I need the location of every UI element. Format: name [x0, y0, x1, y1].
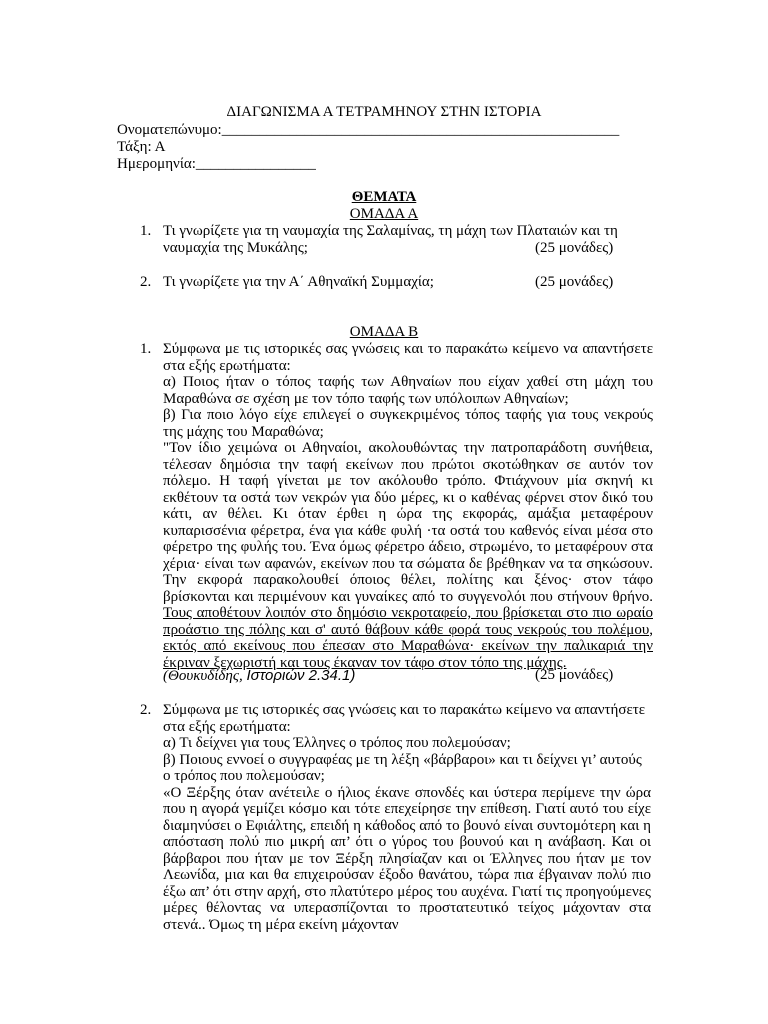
question-block: [163, 702, 651, 952]
question-block: [163, 341, 653, 671]
points-label: (25 μονάδες): [535, 240, 614, 256]
question-text: Τι γνωρίζετε για τη ναυμαχία της Σαλαμίνας, τη μάχη των Πλαταιών και τη: [163, 223, 618, 239]
subquestion-a: α) Ποιος ήταν ο τόπος ταφής των Αθηναίων που είχαν χαθεί στη μάχη του Μαραθώνα σε σχέση με τον τόπο ταφής των υπόλοιπων Αθηναίων;: [163, 374, 653, 407]
name-field: Ονοματεπώνυμο:_____________________________________________________: [117, 122, 620, 138]
source-quote: «Ο Ξέρξης όταν ανέτειλε ο ήλιος έκανε σπονδές και ύστερα περίμενε την ώρα που η αγορά γεμίζει κόσμο και τότε επεχείρησε την επίθεση. Γιατί αυτό του είχε διαμηνύσει ο Εφιάλτης, επειδή η κάθοδος από το βουνό είναι συντομότερη και η απόσταση πολύ πιο μικρή απ’ ότι ο γύρος του βουνού και η ανάβαση. Και οι βάρβαροι που ήταν με τον Ξέρξη πλησίαζαν και οι Έλληνες που ήταν με τον Λεωνίδα, μια και θα επιχειρούσαν έξοδο θανάτου, τώρα πια έβγαιναν πολύ πιο έξω απ’ ότι στην αρχή, στο πλατύτερο μέρος του αυχένα. Γιατί τις προηγούμενες μέρες θέλοντας να υπερασπίζονται το προστατευτικό τείχος μάχονταν στα στενά.. Όμως τη μέρα εκείνη μάχονταν: [163, 784, 651, 933]
group-b-heading: ΟΜΑΔΑ Β: [349, 324, 419, 340]
topics-heading: ΘΕΜΑΤΑ: [351, 189, 417, 205]
question-text: Τι γνωρίζετε για την Α΄ Αθηναϊκή Συμμαχία;: [163, 274, 434, 290]
question-intro: Σύμφωνα με τις ιστορικές σας γνώσεις και το παρακάτω κείμενο να απαντήσετε στα εξής ερωτήματα:: [163, 341, 653, 374]
quote-underlined-text: Τους αποθέτουν λοιπόν στο δημόσιο νεκροταφείο, που βρίσκεται στο πιο ωραίο προάστιο της πόλης και σ' αυτό θάβουν κάθε φορά τους νεκρούς του πολέμου, εκτός από εκείνους που έπεσαν στο Μαραθώνα· εκείνων την παλικαριά την έκριναν ξεχωριστή και τους έκαναν τον τάφο στον τόπο της μάχης.: [163, 605, 653, 671]
points-label: (25 μονάδες): [535, 274, 614, 290]
source-work: Ιστοριών 2.34.1): [246, 667, 356, 684]
group-a-heading: ΟΜΑΔΑ Α: [349, 206, 419, 222]
question-intro: Σύμφωνα με τις ιστορικές σας γνώσεις και το παρακάτω κείμενο να απαντήσετε στα εξής ερωτήματα:: [163, 702, 646, 735]
question-number: 1.: [140, 341, 152, 357]
question-number: 1.: [140, 223, 152, 239]
points-label: (25 μονάδες): [535, 667, 614, 683]
class-field: Τάξη: Α: [117, 139, 166, 155]
question-number: 2.: [140, 274, 152, 290]
quote-text: "Τον ίδιο χειμώνα οι Αθηναίοι, ακολουθώντας την πατροπαράδοτη συνήθεια, τέλεσαν δημόσια την ταφή εκείνων που πρώτοι σκοτώθηκαν σε αυτόν τον πόλεμο. Η ταφή γίνεται με τον ακόλουθο τρόπο. Φτιάχνουν μία σκηνή κι εκθέτουν τα οστά των νεκρών για δύο μέρες, κι ο καθένας φέρνει στον δικό του κάτι, αν θέλει. Κι όταν έρθει η ώρα της εκφοράς, αμάξια μεταφέρουν κυπαρισσένια φέρετρα, ένα για κάθε φυλή ·τα οστά του καθενός είναι μέσα στο φέρετρο της φυλής του. Ένα όμως φέρετρο άδειο, στρωμένο, το μεταφέρουν στα χέρια· είναι των αφανών, εκείνων που τα σώματα δε βρέθηκαν να τα σηκώσουν. Την εκφορά παρακολουθεί όποιος θέλει, πολίτης και ξένος· στον τάφο βρίσκονται και περιμένουν και γυναίκες από το συγγενολόι που στήνουν θρήνο.: [163, 440, 653, 605]
question-text: ναυμαχία της Μυκάλης;: [163, 240, 308, 256]
subquestion-b: β) Ποιους εννοεί ο συγγραφέας με τη λέξη «βάρβαροι» και τι δείχνει γι’ αυτούς ο τρόπος που πολεμούσαν;: [163, 751, 642, 784]
source-author: (Θουκυδίδης,: [163, 668, 243, 684]
page-title: ΔΙΑΓΩΝΙΣΜΑ Α ΤΕΤΡΑΜΗΝΟΥ ΣΤΗΝ ΙΣΤΟΡΙΑ: [226, 104, 542, 120]
source-citation: [163, 667, 355, 685]
subquestion-b: β) Για ποιο λόγο είχε επιλεγεί ο συγκεκριμένος τόπος ταφής για τους νεκρούς της μάχης του Μαραθώνα;: [163, 407, 653, 440]
source-quote: [163, 440, 653, 671]
question-number: 2.: [140, 702, 152, 718]
date-field: Ημερομηνία:________________: [117, 156, 316, 172]
subquestion-a: α) Τι δείχνει για τους Έλληνες ο τρόπος που πολεμούσαν;: [163, 735, 511, 751]
